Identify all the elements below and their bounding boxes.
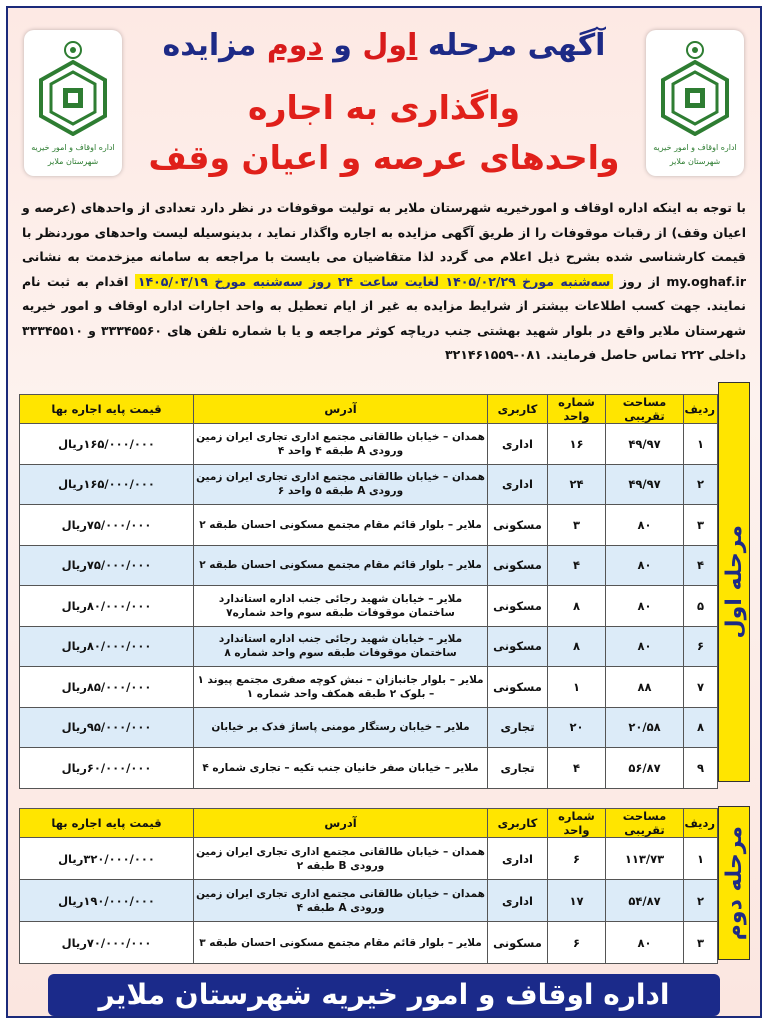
cell-address: همدان – خیابان طالقانی مجتمع اداری تجاری ایران زمین ورودی A طبقه ۵ واحد ۶ (194, 464, 488, 505)
intro-part-2: از روز (619, 273, 660, 289)
cell-usage: تجاری (488, 748, 548, 789)
cell-row: ۲ (684, 464, 718, 505)
cell-area: ۴۹/۹۷ (606, 464, 684, 505)
cell-price: ۷۰/۰۰۰/۰۰۰ریال (20, 922, 194, 964)
cell-area: ۱۱۳/۷۳ (606, 838, 684, 880)
cell-unit: ۴ (548, 748, 606, 789)
cell-address: ملایر – خیابان شهید رجائی جنب اداره استاندارد ساختمان موقوفات طبقه سوم واحد شماره ۸ (194, 626, 488, 667)
cell-area: ۵۶/۸۷ (606, 748, 684, 789)
cell-address: ملایر – بلوار قائم مقام مجتمع مسکونی احسان طبقه ۲ (194, 505, 488, 546)
awqaf-emblem-icon (33, 36, 113, 136)
date-highlight: سه‌شنبه مورخ ۱۴۰۵/۰۲/۲۹ لغایت ساعت ۲۴ روز سه‌شنبه مورخ ۱۴۰۵/۰۳/۱۹ (135, 274, 614, 289)
cell-unit: ۱ (548, 667, 606, 708)
cell-address: ملایر – خیابان رستگار مومنی پاساژ فدک بر خیابان (194, 707, 488, 748)
header-unit: شماره واحد (548, 809, 606, 838)
advertisement-page (6, 6, 762, 1018)
cell-usage: اداری (488, 424, 548, 465)
cell-address: همدان – خیابان طالقانی مجتمع اداری تجاری ایران زمین ورودی A طبقه ۴ واحد ۴ (194, 424, 488, 465)
cell-unit: ۱۷ (548, 880, 606, 922)
table-row (20, 880, 718, 922)
title-prefix: آگهی مرحله (427, 28, 606, 63)
cell-row: ۴ (684, 545, 718, 586)
cell-address: ملایر – بلوار قائم مقام مجتمع مسکونی احسان طبقه ۲ (194, 545, 488, 586)
cell-address: همدان – خیابان طالقانی مجتمع اداری تجاری ایران زمین ورودی A طبقه ۴ (194, 880, 488, 922)
cell-area: ۸۸ (606, 667, 684, 708)
logo-text-1: اداره اوقاف و امور خیریه (31, 143, 115, 152)
title-line-1 (138, 26, 630, 66)
cell-usage: تجاری (488, 707, 548, 748)
title-and: و (333, 28, 352, 63)
logo-text-2: شهرستان ملایر (669, 157, 721, 166)
cell-unit: ۸ (548, 586, 606, 627)
cell-row: ۷ (684, 667, 718, 708)
cell-area: ۸۰ (606, 626, 684, 667)
cell-row: ۹ (684, 748, 718, 789)
cell-unit: ۶ (548, 838, 606, 880)
table-row (20, 667, 718, 708)
cell-usage: اداری (488, 880, 548, 922)
intro-part-3: اقدام به ثبت نام نمایند. جهت کسب اطلاعات بیشتر از شرایط مزایده به غیر از ایام تعطیل به واحد اجارات اداره اوقاف و امور خیریه شهرستان ملایر واقع در بلوار شهید بهشتی جنب دریاچه کوثر مراجعه و یا با شماره تلفن های ۳۳۳۴۵۵۶۰ و ۳۳۳۴۵۵۱۰ داخلی ۲۲۲ تماس حاصل فرمایند. ۰۸۱-۳۲۱۴۶۱۵۵۹ (22, 273, 746, 362)
table-row (20, 464, 718, 505)
cell-usage: مسکونی (488, 626, 548, 667)
title-line-3: واحدهای عرصه و اعیان وقف (148, 138, 620, 177)
cell-area: ۵۴/۸۷ (606, 880, 684, 922)
cell-unit: ۲۴ (548, 464, 606, 505)
header-usage: کاربری (488, 395, 548, 424)
stage1-table (19, 394, 718, 789)
header-price: قیمت پایه اجاره بها (20, 395, 194, 424)
table-row (20, 424, 718, 465)
cell-address: ملایر – بلوار قائم مقام مجتمع مسکونی احسان طبقه ۳ (194, 922, 488, 964)
cell-row: ۶ (684, 626, 718, 667)
stage2-table (19, 808, 718, 964)
cell-unit: ۶ (548, 922, 606, 964)
stage1-label: مرحله اول (721, 525, 747, 639)
header-address: آدرس (194, 809, 488, 838)
cell-row: ۸ (684, 707, 718, 748)
table-row (20, 707, 718, 748)
table-row (20, 505, 718, 546)
logo-text-1: اداره اوقاف و امور خیریه (653, 143, 737, 152)
table-row (20, 748, 718, 789)
intro-part-1: با توجه به اینکه اداره اوقاف و امورخیریه شهرستان ملایر به تولیت موقوفات در نظر دارد تعدادی از واحدهای (عرصه و اعیان وقف) از رقبات موقوفات را از طریق آگهی مزایده به اجاره واگذار نماید ، بدینوسیله لیست واحدهای موردنظر با قیمت کارشناسی شده بشرح ذیل اعلام می گردد لذا متقاضیان می بایست با مراجعه به سامانه میزخدمت به نشانی (22, 200, 746, 264)
cell-price: ۹۵/۰۰۰/۰۰۰ریال (20, 707, 194, 748)
cell-unit: ۳ (548, 505, 606, 546)
cell-address: ملایر – بلوار جانبازان – نبش کوچه صفری مجتمع پیوند ۱ – بلوک ۲ طبقه همکف واحد شماره ۱ (194, 667, 488, 708)
cell-area: ۲۰/۵۸ (606, 707, 684, 748)
cell-price: ۸۰/۰۰۰/۰۰۰ریال (20, 586, 194, 627)
website-link[interactable]: my.oghaf.ir (666, 273, 747, 289)
table-row (20, 922, 718, 964)
title-second: دوم (266, 28, 323, 63)
cell-usage: مسکونی (488, 505, 548, 546)
header-price: قیمت پایه اجاره بها (20, 809, 194, 838)
header-usage: کاربری (488, 809, 548, 838)
cell-area: ۸۰ (606, 545, 684, 586)
title-suffix: مزایده (162, 28, 257, 63)
cell-price: ۳۲۰/۰۰۰/۰۰۰ریال (20, 838, 194, 880)
header-row: ردیف (684, 809, 718, 838)
cell-usage: مسکونی (488, 667, 548, 708)
cell-price: ۷۵/۰۰۰/۰۰۰ریال (20, 545, 194, 586)
cell-row: ۲ (684, 880, 718, 922)
table-row (20, 626, 718, 667)
cell-price: ۷۵/۰۰۰/۰۰۰ریال (20, 505, 194, 546)
cell-row: ۱ (684, 424, 718, 465)
footer-banner: اداره اوقاف و امور خیریه شهرستان ملایر (48, 974, 720, 1016)
cell-usage: مسکونی (488, 922, 548, 964)
stage2-label-box (718, 806, 750, 960)
stage2-label: مرحله دوم (721, 825, 747, 941)
cell-price: ۱۹۰/۰۰۰/۰۰۰ریال (20, 880, 194, 922)
cell-row: ۱ (684, 838, 718, 880)
stage1-label-box (718, 382, 750, 782)
cell-price: ۶۰/۰۰۰/۰۰۰ریال (20, 748, 194, 789)
cell-area: ۸۰ (606, 922, 684, 964)
cell-price: ۱۶۵/۰۰۰/۰۰۰ریال (20, 464, 194, 505)
cell-unit: ۸ (548, 626, 606, 667)
cell-row: ۵ (684, 586, 718, 627)
header-address: آدرس (194, 395, 488, 424)
cell-row: ۳ (684, 922, 718, 964)
cell-area: ۴۹/۹۷ (606, 424, 684, 465)
table-row (20, 838, 718, 880)
title-line-2: واگذاری به اجاره (248, 88, 520, 127)
cell-unit: ۱۶ (548, 424, 606, 465)
cell-address: همدان – خیابان طالقانی مجتمع اداری تجاری ایران زمین ورودی B طبقه ۲ (194, 838, 488, 880)
cell-price: ۱۶۵/۰۰۰/۰۰۰ریال (20, 424, 194, 465)
cell-usage: مسکونی (488, 586, 548, 627)
header-row: ردیف (684, 395, 718, 424)
cell-area: ۸۰ (606, 586, 684, 627)
cell-unit: ۲۰ (548, 707, 606, 748)
intro-paragraph (22, 196, 746, 368)
header-area: مساحت تقریبی (606, 809, 684, 838)
cell-price: ۸۰/۰۰۰/۰۰۰ریال (20, 626, 194, 667)
cell-usage: اداری (488, 838, 548, 880)
header-area: مساحت تقریبی (606, 395, 684, 424)
logo-text-2: شهرستان ملایر (47, 157, 99, 166)
cell-address: ملایر – خیابان صفر خانیان جنب تکیه – تجاری شماره ۴ (194, 748, 488, 789)
cell-address: ملایر – خیابان شهید رجائی جنب اداره استاندارد ساختمان موقوفات طبقه سوم واحد شماره۷ (194, 586, 488, 627)
cell-unit: ۴ (548, 545, 606, 586)
table-row (20, 545, 718, 586)
cell-area: ۸۰ (606, 505, 684, 546)
cell-usage: مسکونی (488, 545, 548, 586)
cell-price: ۸۵/۰۰۰/۰۰۰ریال (20, 667, 194, 708)
table-row (20, 586, 718, 627)
header-unit: شماره واحد (548, 395, 606, 424)
logo-left (24, 30, 122, 176)
cell-row: ۳ (684, 505, 718, 546)
awqaf-emblem-icon (655, 36, 735, 136)
cell-usage: اداری (488, 464, 548, 505)
logo-right (646, 30, 744, 176)
title-first: اول (362, 28, 418, 63)
